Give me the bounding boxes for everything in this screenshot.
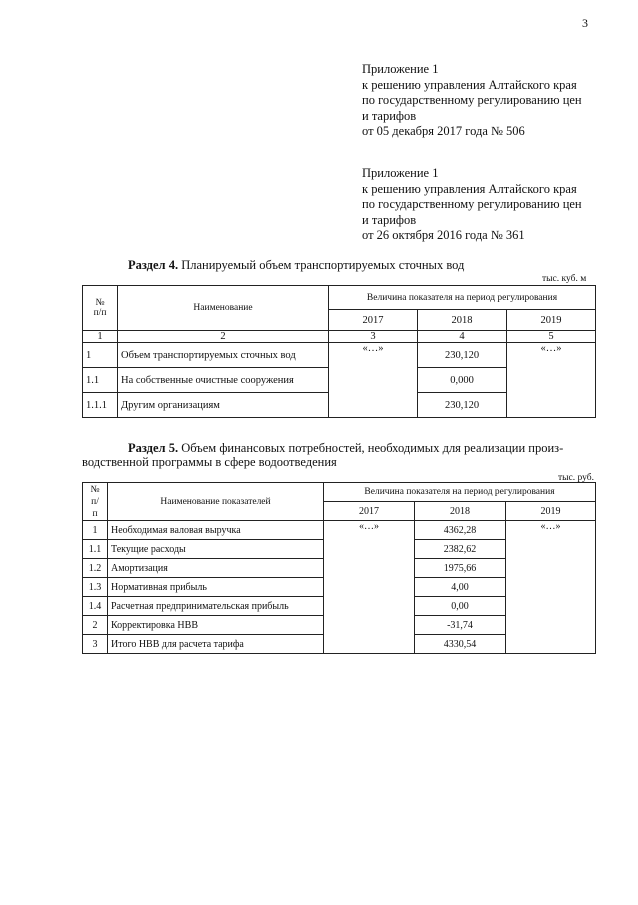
header-num-line: п/ <box>91 496 99 507</box>
header-year-2018: 2018 <box>418 310 507 331</box>
header-name: Наименование <box>118 286 329 331</box>
header-name: Наименование показателей <box>108 483 324 521</box>
row-num: 1.3 <box>83 578 108 597</box>
row-value-2018: 4,00 <box>415 578 506 597</box>
row-value-2018: 230,120 <box>418 393 507 418</box>
row-num: 1.4 <box>83 597 108 616</box>
appendix-line: по государственному регулированию цен <box>362 197 582 211</box>
section5-label: Раздел 5. <box>128 441 179 455</box>
header-num: № п/п <box>83 286 118 331</box>
appendix-line: к решению управления Алтайского края <box>362 77 577 92</box>
header-year-2018: 2018 <box>415 502 506 521</box>
appendix-current <box>362 62 622 140</box>
index-cell: 3 <box>329 331 418 343</box>
section5-title-cont: водственной программы в сфере водоотведения <box>82 455 337 469</box>
section4-unit: тыс. куб. м <box>542 274 587 284</box>
row-num: 1.2 <box>83 559 108 578</box>
section5-table <box>82 482 596 654</box>
index-cell: 4 <box>418 331 507 343</box>
row-num: 3 <box>83 635 108 654</box>
section4-title-text: Планируемый объем транспортируемых сточных вод <box>181 258 465 272</box>
cell-2017-placeholder: «…» <box>324 521 415 654</box>
cell-2019-placeholder: «…» <box>506 521 596 654</box>
header-num-line: № <box>90 484 100 495</box>
row-name: Корректировка НВВ <box>108 616 324 635</box>
header-year-2017: 2017 <box>324 502 415 521</box>
header-period: Величина показателя на период регулирования <box>329 286 596 310</box>
row-num: 1.1 <box>83 368 118 393</box>
appendix-line: от 26 октября 2016 года № 361 <box>362 228 525 242</box>
section5-title-line1: Объем финансовых потребностей, необходимых для реализации произ- <box>181 441 564 455</box>
section4-table <box>82 285 596 418</box>
section4-label: Раздел 4. <box>128 258 179 272</box>
page-number: 3 <box>582 16 588 30</box>
row-name: На собственные очистные сооружения <box>118 368 329 393</box>
row-num: 1 <box>83 343 118 368</box>
header-year-2019: 2019 <box>506 502 596 521</box>
cell-2017-placeholder: «…» <box>329 343 418 418</box>
row-num: 2 <box>83 616 108 635</box>
appendix-previous <box>362 166 622 244</box>
row-value-2018: 0,00 <box>415 597 506 616</box>
index-cell: 1 <box>83 331 118 343</box>
appendix-line: Приложение 1 <box>362 166 439 180</box>
section5-unit: тыс. руб. <box>558 473 594 483</box>
row-value-2018: 230,120 <box>418 343 507 368</box>
section5-title <box>128 441 596 455</box>
row-name: Итого НВВ для расчета тарифа <box>108 635 324 654</box>
header-year-2017: 2017 <box>329 310 418 331</box>
header-year-2019: 2019 <box>507 310 596 331</box>
appendix-line: к решению управления Алтайского края <box>362 181 577 196</box>
row-value-2018: -31,74 <box>415 616 506 635</box>
row-value-2018: 0,000 <box>418 368 507 393</box>
appendix-line: от 05 декабря 2017 года № 506 <box>362 124 525 138</box>
row-name: Нормативная прибыль <box>108 578 324 597</box>
row-value-2018: 1975,66 <box>415 559 506 578</box>
index-cell: 5 <box>507 331 596 343</box>
index-cell: 2 <box>118 331 329 343</box>
row-value-2018: 4362,28 <box>415 521 506 540</box>
appendix-line: по государственному регулированию цен <box>362 93 582 107</box>
table-row <box>83 521 596 540</box>
row-num: 1.1.1 <box>83 393 118 418</box>
section4-title <box>128 258 464 272</box>
row-name: Текущие расходы <box>108 540 324 559</box>
header-period: Величина показателя на период регулирования <box>324 483 596 502</box>
row-value-2018: 2382,62 <box>415 540 506 559</box>
appendix-line: Приложение 1 <box>362 62 439 76</box>
row-name: Другим организациям <box>118 393 329 418</box>
table-row <box>83 343 596 368</box>
row-name: Объем транспортируемых сточных вод <box>118 343 329 368</box>
appendix-line: и тарифов <box>362 108 417 123</box>
row-num: 1 <box>83 521 108 540</box>
row-value-2018: 4330,54 <box>415 635 506 654</box>
row-name: Расчетная предпринимательская прибыль <box>108 597 324 616</box>
appendix-line: и тарифов <box>362 212 417 227</box>
header-num <box>83 483 108 521</box>
row-name: Необходимая валовая выручка <box>108 521 324 540</box>
row-name: Амортизация <box>108 559 324 578</box>
row-num: 1.1 <box>83 540 108 559</box>
header-num-line: п <box>92 508 98 519</box>
cell-2019-placeholder: «…» <box>507 343 596 418</box>
